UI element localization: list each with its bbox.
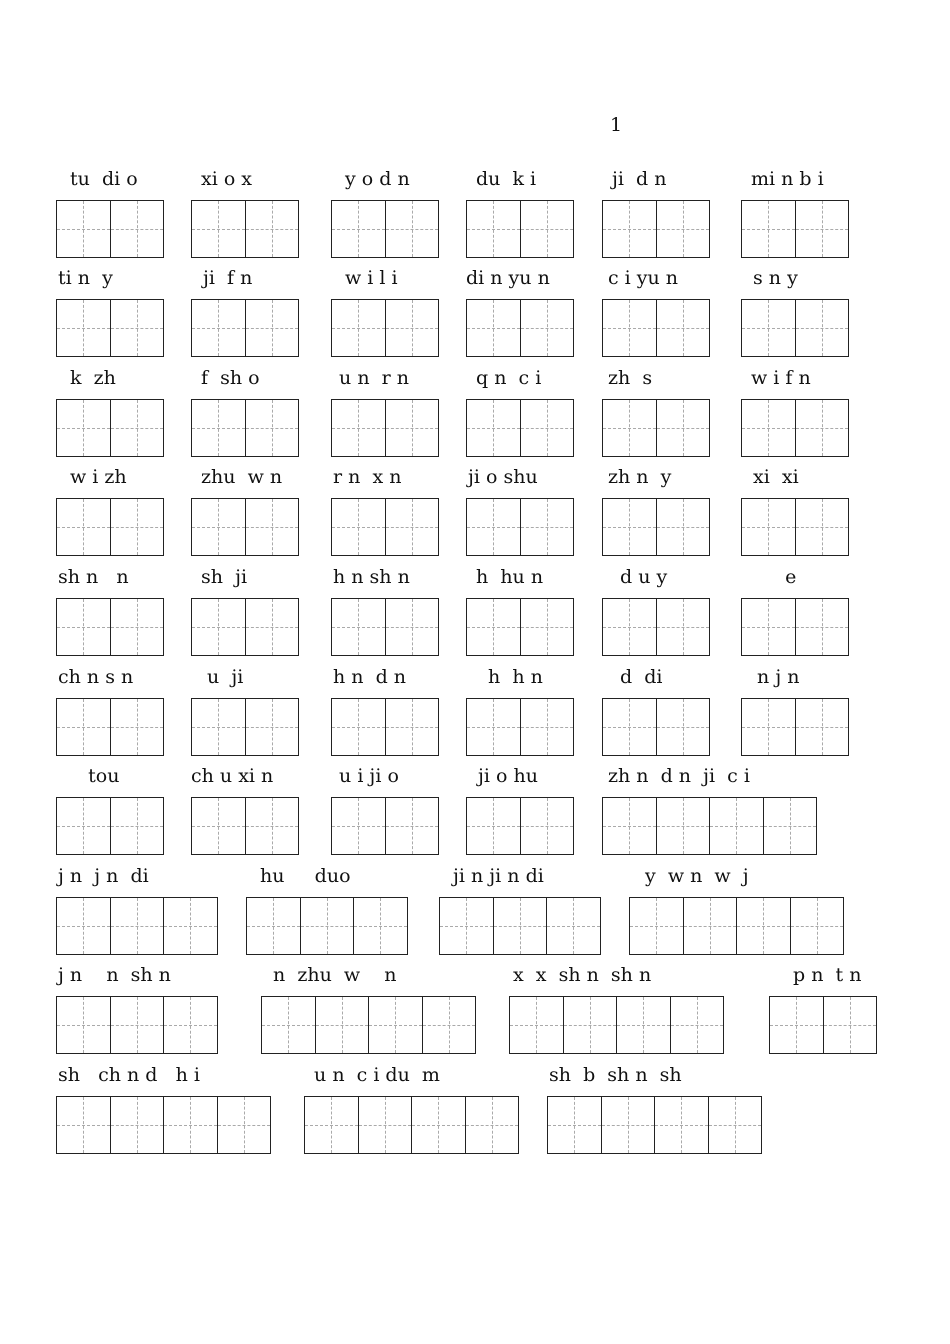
writing-grid: [602, 299, 709, 357]
writing-grid: [56, 996, 217, 1054]
writing-cell[interactable]: [741, 200, 796, 258]
writing-cell[interactable]: [466, 498, 521, 556]
writing-grid: [261, 996, 475, 1054]
writing-cell[interactable]: [56, 797, 111, 855]
writing-cell[interactable]: [191, 498, 246, 556]
writing-cell[interactable]: [439, 897, 494, 955]
writing-cell[interactable]: [520, 399, 575, 457]
writing-grid: [741, 698, 848, 756]
writing-cell[interactable]: [56, 1096, 111, 1154]
writing-cell[interactable]: [602, 698, 657, 756]
pinyin-label: h hu n: [476, 566, 544, 588]
writing-grid: [741, 299, 848, 357]
writing-grid: [466, 299, 573, 357]
writing-cell[interactable]: [741, 698, 796, 756]
writing-cell[interactable]: [385, 797, 440, 855]
pinyin-label: ji o hu: [478, 765, 544, 787]
writing-cell[interactable]: [331, 498, 386, 556]
writing-cell[interactable]: [245, 498, 300, 556]
pinyin-label: n j n: [751, 666, 806, 688]
writing-grid: [304, 1096, 518, 1154]
writing-grid: [602, 698, 709, 756]
pinyin-label: zh n d n ji c i: [608, 765, 750, 787]
writing-cell[interactable]: [670, 996, 725, 1054]
writing-grid: [547, 1096, 761, 1154]
pinyin-label: xi xi: [753, 466, 805, 488]
pinyin-label: j n j n di: [58, 865, 149, 887]
pinyin-label: h h n: [488, 666, 543, 688]
writing-grid: [56, 200, 163, 258]
pinyin-label: zh n y: [608, 466, 678, 488]
writing-cell[interactable]: [741, 399, 796, 457]
pinyin-label: s n y: [753, 267, 804, 289]
writing-cell[interactable]: [763, 797, 818, 855]
pinyin-label: mi n b i: [751, 168, 824, 190]
writing-cell[interactable]: [191, 598, 246, 656]
writing-cell[interactable]: [602, 598, 657, 656]
writing-cell[interactable]: [110, 200, 165, 258]
pinyin-label: u n r n: [333, 367, 416, 389]
writing-grid: [56, 598, 163, 656]
writing-cell[interactable]: [110, 897, 165, 955]
writing-cell[interactable]: [217, 1096, 272, 1154]
writing-cell[interactable]: [245, 797, 300, 855]
writing-cell[interactable]: [191, 200, 246, 258]
writing-cell[interactable]: [358, 1096, 413, 1154]
writing-cell[interactable]: [465, 1096, 520, 1154]
writing-cell[interactable]: [602, 498, 657, 556]
writing-cell[interactable]: [56, 996, 111, 1054]
writing-cell[interactable]: [368, 996, 423, 1054]
writing-grid: [466, 698, 573, 756]
writing-cell[interactable]: [741, 498, 796, 556]
writing-cell[interactable]: [795, 698, 850, 756]
pinyin-label: k zh: [70, 367, 122, 389]
writing-cell[interactable]: [385, 399, 440, 457]
pinyin-label: xi o x: [201, 168, 259, 190]
writing-grid: [56, 797, 163, 855]
writing-cell[interactable]: [795, 598, 850, 656]
writing-cell[interactable]: [656, 598, 711, 656]
pinyin-label: e: [761, 566, 797, 588]
writing-cell[interactable]: [163, 897, 218, 955]
writing-grid: [602, 200, 709, 258]
pinyin-label: tou: [70, 765, 120, 787]
writing-cell[interactable]: [56, 299, 111, 357]
writing-cell[interactable]: [331, 797, 386, 855]
writing-cell[interactable]: [56, 399, 111, 457]
writing-cell[interactable]: [191, 698, 246, 756]
writing-cell[interactable]: [331, 200, 386, 258]
writing-cell[interactable]: [331, 399, 386, 457]
writing-cell[interactable]: [385, 698, 440, 756]
writing-grid: [56, 399, 163, 457]
page-number: 1: [610, 114, 623, 136]
pinyin-label: p n t n: [793, 964, 868, 986]
writing-grid: [331, 498, 438, 556]
writing-cell[interactable]: [315, 996, 370, 1054]
writing-cell[interactable]: [191, 299, 246, 357]
writing-grid: [191, 399, 298, 457]
writing-grid: [56, 498, 163, 556]
writing-cell[interactable]: [741, 598, 796, 656]
pinyin-label: tu di o: [70, 168, 138, 190]
writing-cell[interactable]: [353, 897, 408, 955]
writing-cell[interactable]: [110, 498, 165, 556]
writing-cell[interactable]: [709, 797, 764, 855]
writing-cell[interactable]: [795, 200, 850, 258]
writing-cell[interactable]: [509, 996, 564, 1054]
writing-cell[interactable]: [163, 1096, 218, 1154]
pinyin-label: h n d n: [333, 666, 413, 688]
writing-cell[interactable]: [110, 1096, 165, 1154]
writing-cell[interactable]: [261, 996, 316, 1054]
writing-grid: [741, 498, 848, 556]
writing-grid: [602, 498, 709, 556]
writing-grid: [246, 897, 407, 955]
writing-grid: [741, 598, 848, 656]
pinyin-label: ch u xi n: [191, 765, 280, 787]
writing-cell[interactable]: [629, 897, 684, 955]
writing-cell[interactable]: [547, 1096, 602, 1154]
pinyin-label: u n c i du m: [308, 1064, 446, 1086]
writing-cell[interactable]: [466, 598, 521, 656]
writing-cell[interactable]: [563, 996, 618, 1054]
writing-cell[interactable]: [616, 996, 671, 1054]
writing-cell[interactable]: [331, 299, 386, 357]
writing-grid: [741, 200, 848, 258]
writing-cell[interactable]: [823, 996, 878, 1054]
writing-cell[interactable]: [191, 797, 246, 855]
writing-cell[interactable]: [56, 897, 111, 955]
writing-grid: [191, 498, 298, 556]
writing-grid: [191, 797, 298, 855]
pinyin-label: ch n s n: [58, 666, 134, 688]
writing-cell[interactable]: [56, 598, 111, 656]
writing-grid: [191, 598, 298, 656]
writing-cell[interactable]: [769, 996, 824, 1054]
pinyin-label: zh s: [608, 367, 659, 389]
writing-grid: [56, 698, 163, 756]
writing-cell[interactable]: [736, 897, 791, 955]
writing-grid: [466, 399, 573, 457]
pinyin-label: ji d n: [612, 168, 673, 190]
writing-grid: [466, 598, 573, 656]
writing-cell[interactable]: [110, 698, 165, 756]
pinyin-label: w i zh: [70, 466, 133, 488]
writing-grid: [331, 598, 438, 656]
writing-cell[interactable]: [191, 399, 246, 457]
pinyin-label: ji o shu: [468, 466, 544, 488]
writing-grid: [466, 200, 573, 258]
writing-cell[interactable]: [520, 598, 575, 656]
writing-cell[interactable]: [56, 698, 111, 756]
writing-cell[interactable]: [385, 498, 440, 556]
writing-cell[interactable]: [602, 399, 657, 457]
writing-cell[interactable]: [245, 598, 300, 656]
pinyin-label: u ji: [201, 666, 250, 688]
writing-cell[interactable]: [520, 299, 575, 357]
pinyin-label: sh n n: [58, 566, 135, 588]
writing-cell[interactable]: [466, 399, 521, 457]
writing-cell[interactable]: [304, 1096, 359, 1154]
pinyin-label: f sh o: [201, 367, 260, 389]
pinyin-label: x x sh n sh n: [513, 964, 658, 986]
writing-grid: [56, 1096, 270, 1154]
writing-cell[interactable]: [300, 897, 355, 955]
pinyin-label: r n x n: [333, 466, 408, 488]
writing-cell[interactable]: [683, 897, 738, 955]
writing-cell[interactable]: [656, 498, 711, 556]
writing-cell[interactable]: [110, 399, 165, 457]
writing-cell[interactable]: [163, 996, 218, 1054]
writing-cell[interactable]: [520, 498, 575, 556]
writing-cell[interactable]: [795, 498, 850, 556]
writing-grid: [741, 399, 848, 457]
pinyin-label: c i yu n: [608, 267, 679, 289]
writing-cell[interactable]: [466, 797, 521, 855]
pinyin-label: w i l i: [345, 267, 398, 289]
writing-cell[interactable]: [795, 299, 850, 357]
pinyin-label: j n n sh n: [58, 964, 171, 986]
writing-cell[interactable]: [656, 200, 711, 258]
pinyin-label: h n sh n: [333, 566, 416, 588]
writing-grid: [466, 498, 573, 556]
writing-cell[interactable]: [331, 598, 386, 656]
writing-cell[interactable]: [110, 299, 165, 357]
writing-cell[interactable]: [245, 200, 300, 258]
writing-grid: [602, 598, 709, 656]
pinyin-label: zhu w n: [201, 466, 283, 488]
writing-cell[interactable]: [520, 797, 575, 855]
writing-cell[interactable]: [656, 698, 711, 756]
writing-grid: [466, 797, 573, 855]
writing-grid: [191, 698, 298, 756]
writing-cell[interactable]: [385, 200, 440, 258]
pinyin-label: sh ji: [201, 566, 254, 588]
pinyin-label: y o d n: [345, 168, 416, 190]
writing-grid: [56, 299, 163, 357]
writing-cell[interactable]: [466, 200, 521, 258]
writing-grid: [191, 200, 298, 258]
writing-cell[interactable]: [602, 299, 657, 357]
writing-cell[interactable]: [110, 996, 165, 1054]
writing-cell[interactable]: [656, 399, 711, 457]
writing-cell[interactable]: [110, 598, 165, 656]
pinyin-label: y w n w j: [645, 865, 755, 887]
writing-cell[interactable]: [245, 299, 300, 357]
writing-cell[interactable]: [422, 996, 477, 1054]
writing-cell[interactable]: [411, 1096, 466, 1154]
pinyin-label: hu duo: [260, 865, 351, 887]
writing-grid: [331, 200, 438, 258]
pinyin-label: sh ch n d h i: [58, 1064, 200, 1086]
pinyin-label: u i ji o: [333, 765, 399, 787]
writing-grid: [331, 399, 438, 457]
writing-cell[interactable]: [656, 299, 711, 357]
pinyin-label: d di: [620, 666, 663, 688]
writing-cell[interactable]: [654, 1096, 709, 1154]
writing-cell[interactable]: [602, 797, 657, 855]
pinyin-label: ji n ji n di: [453, 865, 544, 887]
writing-grid: [331, 299, 438, 357]
pinyin-label: q n c i: [476, 367, 542, 389]
pinyin-label: du k i: [476, 168, 537, 190]
writing-cell[interactable]: [790, 897, 845, 955]
writing-cell[interactable]: [656, 797, 711, 855]
pinyin-label: d u y: [620, 566, 674, 588]
writing-grid: [769, 996, 876, 1054]
writing-cell[interactable]: [56, 200, 111, 258]
writing-cell[interactable]: [741, 299, 796, 357]
writing-cell[interactable]: [246, 897, 301, 955]
pinyin-label: sh b sh n sh: [549, 1064, 688, 1086]
pinyin-label: w i f n: [751, 367, 817, 389]
writing-grid: [629, 897, 843, 955]
writing-grid: [331, 698, 438, 756]
writing-cell[interactable]: [795, 399, 850, 457]
writing-cell[interactable]: [601, 1096, 656, 1154]
writing-grid: [602, 399, 709, 457]
writing-grid: [439, 897, 600, 955]
writing-cell[interactable]: [466, 698, 521, 756]
writing-cell[interactable]: [385, 299, 440, 357]
writing-cell[interactable]: [602, 200, 657, 258]
writing-cell[interactable]: [385, 598, 440, 656]
pinyin-label: ti n y: [58, 267, 119, 289]
writing-cell[interactable]: [331, 698, 386, 756]
pinyin-label: n zhu w n: [273, 964, 397, 986]
writing-cell[interactable]: [466, 299, 521, 357]
writing-grid: [191, 299, 298, 357]
writing-grid: [56, 897, 217, 955]
writing-grid: [509, 996, 723, 1054]
writing-cell[interactable]: [708, 1096, 763, 1154]
writing-cell[interactable]: [245, 698, 300, 756]
writing-cell[interactable]: [56, 498, 111, 556]
pinyin-label: di n yu n: [466, 267, 550, 289]
writing-cell[interactable]: [245, 399, 300, 457]
writing-grid: [331, 797, 438, 855]
writing-cell[interactable]: [110, 797, 165, 855]
writing-cell[interactable]: [520, 698, 575, 756]
writing-cell[interactable]: [520, 200, 575, 258]
writing-grid: [602, 797, 816, 855]
writing-cell[interactable]: [493, 897, 548, 955]
pinyin-label: ji f n: [203, 267, 259, 289]
writing-cell[interactable]: [546, 897, 601, 955]
